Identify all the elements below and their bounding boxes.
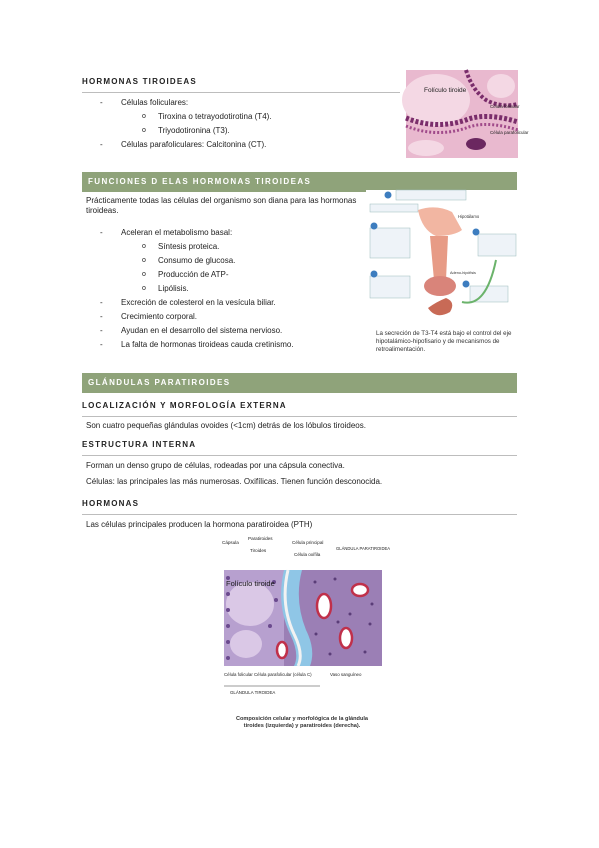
dash-bullet: - xyxy=(100,140,103,149)
label-glandula-paratiroidea: GLÁNDULA PARATIROIDEA xyxy=(336,546,391,551)
label-foliculo: Folículo tiroide xyxy=(424,87,467,94)
dash-bullet: - xyxy=(100,312,103,321)
tissue-illustration xyxy=(220,534,391,714)
list-item: Aceleran el metabolismo basal: xyxy=(121,228,233,237)
subsection-localizacion xyxy=(82,396,517,417)
subsection-title-text: LOCALIZACIÓN Y MORFOLOGÍA EXTERNA xyxy=(82,401,287,410)
list-item: Triyodotironina (T3). xyxy=(158,126,230,135)
label-hipotalamo: Hipotálamo xyxy=(458,214,480,219)
label-adenohipofisis: Adeno-hipófisis xyxy=(450,271,476,275)
section-title-text: GLÁNDULAS PARATIROIDES xyxy=(88,378,231,387)
list-item: Síntesis proteica. xyxy=(158,242,220,251)
paragraph-estructura: Forman un denso grupo de células, rodeadas por una cápsula conectiva. xyxy=(86,461,345,470)
list-item: Ayudan en el desarrollo del sistema nervioso. xyxy=(121,326,283,335)
label-celula-parafolicular: Célula parafolicular (célula C) xyxy=(254,672,312,677)
figure-caption: Composición celular y morfológica de la glándula tiroides (izquierda) y paratiroides (derecha). xyxy=(235,716,369,729)
dash-bullet: - xyxy=(100,98,103,107)
dash-bullet: - xyxy=(100,298,103,307)
subsection-estructura xyxy=(82,435,517,456)
section-title-hormonas-tiroideas xyxy=(82,72,400,93)
histology-illustration xyxy=(406,70,529,158)
list-item: Lipólisis. xyxy=(158,284,189,293)
subsection-title-text: HORMONAS xyxy=(82,499,140,508)
list-item: Consumo de glucosa. xyxy=(158,256,236,265)
circle-bullet: o xyxy=(142,271,146,278)
axis-caption: La secreción de T3-T4 está bajo el control del eje hipotalámico-hipofisario y de mecanismos de retroalimentación. xyxy=(376,330,512,353)
list-item: Tiroxina o tetrayodotirotina (T4). xyxy=(158,112,272,121)
dash-bullet: - xyxy=(100,228,103,237)
section-title-text: FUNCIONES D ELAS HORMONAS TIROIDEAS xyxy=(88,177,312,186)
label-paratiroides: Paratiroides xyxy=(248,536,273,541)
label-tiroides: Tiroides xyxy=(250,548,267,553)
thyroid-parathyroid-figure xyxy=(220,534,391,714)
paragraph-celulas: Células: las principales las más numerosas. Oxifílicas. Tienen función desconocida. xyxy=(86,477,383,486)
circle-bullet: o xyxy=(142,243,146,250)
label-celula-folicular: Célula folicular xyxy=(224,672,253,677)
section-title-text: HORMONAS TIROIDEAS xyxy=(82,77,197,86)
list-item: Células parafoliculares: Calcitonina (CT). xyxy=(121,140,267,149)
label-vaso-sanguineo: Vaso sanguíneo xyxy=(330,672,362,677)
section-title-paratiroides xyxy=(82,373,517,393)
label-glandula-tiroidea: GLÁNDULA TIROIDEA xyxy=(230,690,276,695)
label-celula-principal: Célula principal xyxy=(292,540,324,545)
list-item: Excreción de colesterol en la vesícula biliar. xyxy=(121,298,276,307)
list-item: Producción de ATP- xyxy=(158,270,229,279)
circle-bullet: o xyxy=(142,127,146,134)
hypothalamic-axis-diagram xyxy=(366,190,518,326)
circle-bullet: o xyxy=(142,285,146,292)
intro-paragraph: Prácticamente todas las células del organismo son diana para las hormonas tiroideas. xyxy=(86,196,357,215)
section-title-funciones xyxy=(82,172,517,192)
thyroid-histology-image xyxy=(406,70,529,158)
subsection-title-text: ESTRUCTURA INTERNA xyxy=(82,440,197,449)
label-celula-oxifila: Célula oxífila xyxy=(294,552,321,557)
label-capsula: Cápsula xyxy=(222,540,239,545)
list-item: Células foliculares: xyxy=(121,98,189,107)
paragraph-localizacion: Son cuatro pequeñas glándulas ovoides (<1cm) detrás de los lóbulos tiroideos. xyxy=(86,421,366,430)
circle-bullet: o xyxy=(142,257,146,264)
list-item: La falta de hormonas tiroideas cauda cretinismo. xyxy=(121,340,294,349)
dash-bullet: - xyxy=(100,340,103,349)
paragraph-pth: Las células principales producen la hormona paratiroidea (PTH) xyxy=(86,520,313,529)
axis-illustration xyxy=(366,190,518,326)
dash-bullet: - xyxy=(100,326,103,335)
circle-bullet: o xyxy=(142,113,146,120)
label-foliculo-tiroide: Folículo tiroide xyxy=(226,579,275,588)
subsection-hormonas xyxy=(82,494,517,515)
label-celula-parafolicular: Célula parafolicular xyxy=(490,130,529,135)
label-celula-folicular: Célula folicular xyxy=(490,104,520,109)
list-item: Crecimiento corporal. xyxy=(121,312,198,321)
